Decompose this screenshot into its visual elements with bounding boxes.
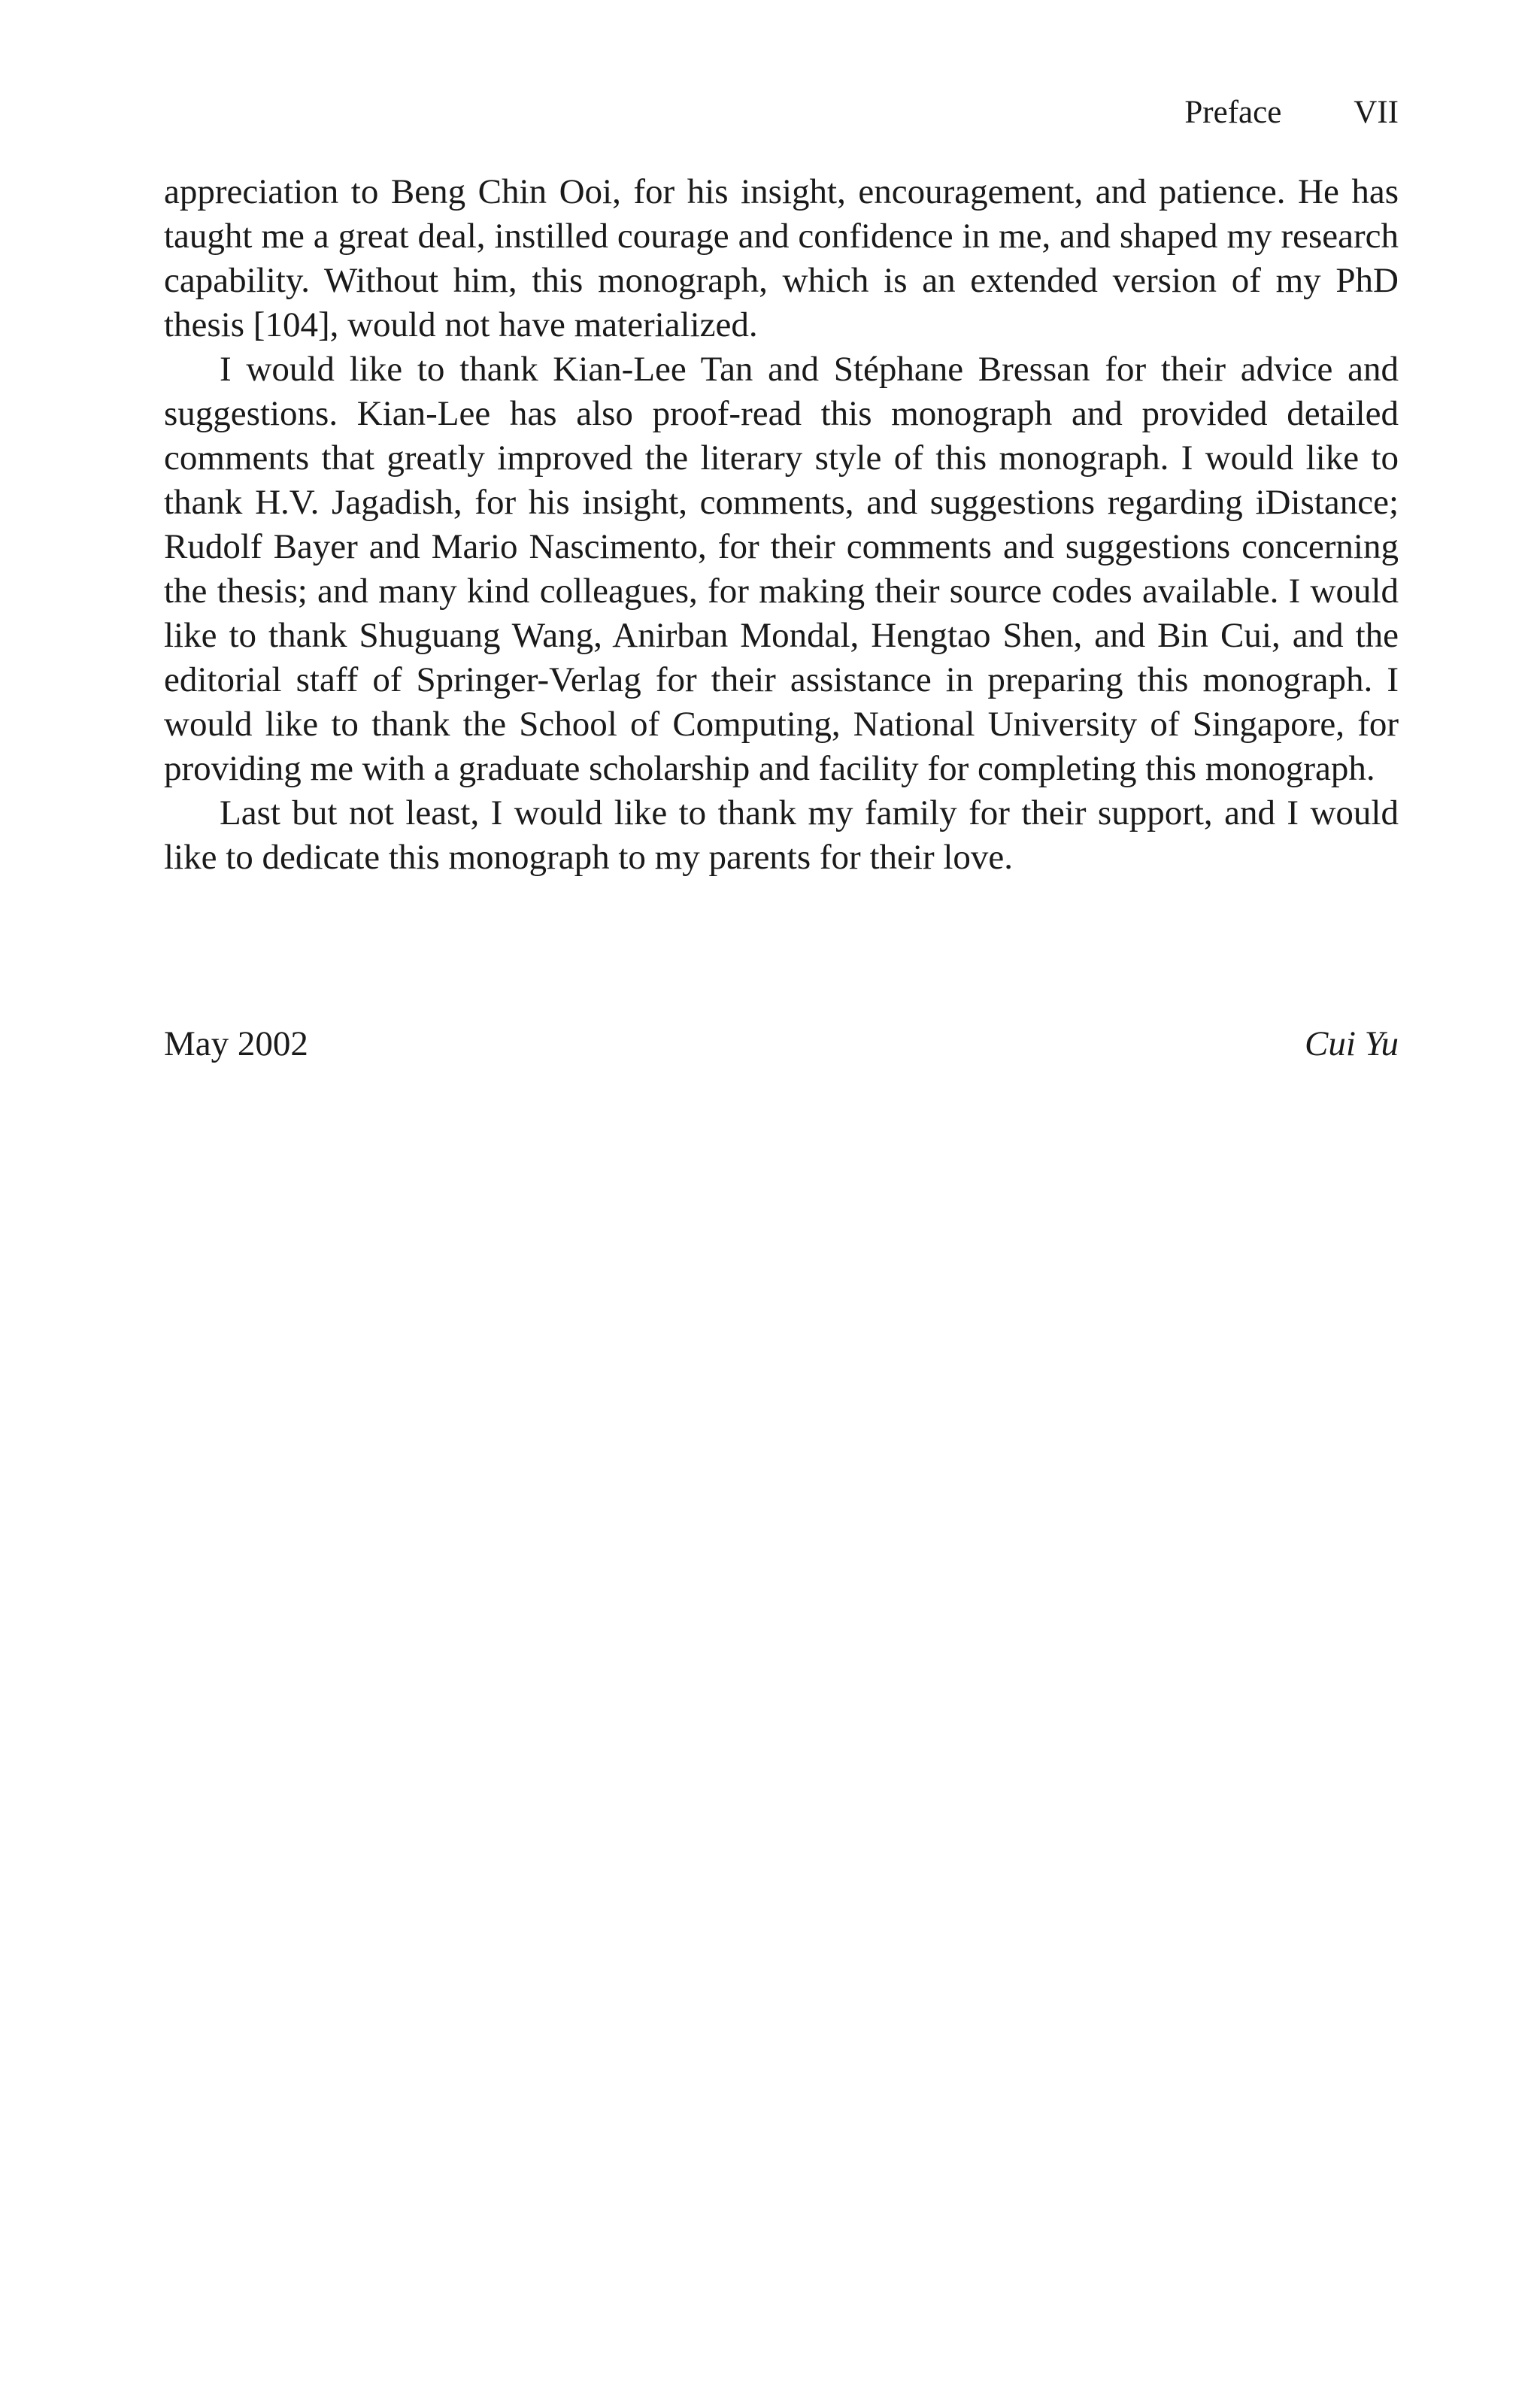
preface-body [164,170,1399,880]
signature-date: May 2002 [164,1024,308,1063]
signature-line [164,1021,1399,1066]
running-header [1184,90,1399,135]
header-page-number: VII [1354,95,1399,130]
signature-author: Cui Yu [1305,1024,1399,1063]
header-section-title: Preface [1184,95,1282,130]
paragraph-family: Last but not least, I would like to thank my family for their support, and I would like to dedicate this monograph to my parents for their love. [164,793,1399,877]
paragraph-continued: appreciation to Beng Chin Ooi, for his insight, encouragement, and patience. He has taught me a great deal, instilled courage and confidence in me, and shaped my research capability. Without him, this monograph, which is an extended version of my PhD thesis [104], would not have materialized. [164,172,1399,344]
document-page [164,0,1399,2408]
paragraph-acknowledgements: I would like to thank Kian-Lee Tan and Stéphane Bressan for their advice and suggestions. Kian-Lee has also proof-read this monograph and provided detailed comments that greatly improved the literary style of this monograph. I would like to thank H.V. Jagadish, for his insight, comments, and suggestions regarding iDistance; Rudolf Bayer and Mario Nascimento, for their comments and suggestions concerning the thesis; and many kind colleagues, for making their source codes available. I would like to thank Shuguang Wang, Anirban Mondal, Hengtao Shen, and Bin Cui, and the editorial staff of Springer-Verlag for their assistance in preparing this monograph. I would like to thank the School of Computing, National University of Singapore, for providing me with a graduate scholarship and facility for completing this monograph. [164,350,1399,788]
